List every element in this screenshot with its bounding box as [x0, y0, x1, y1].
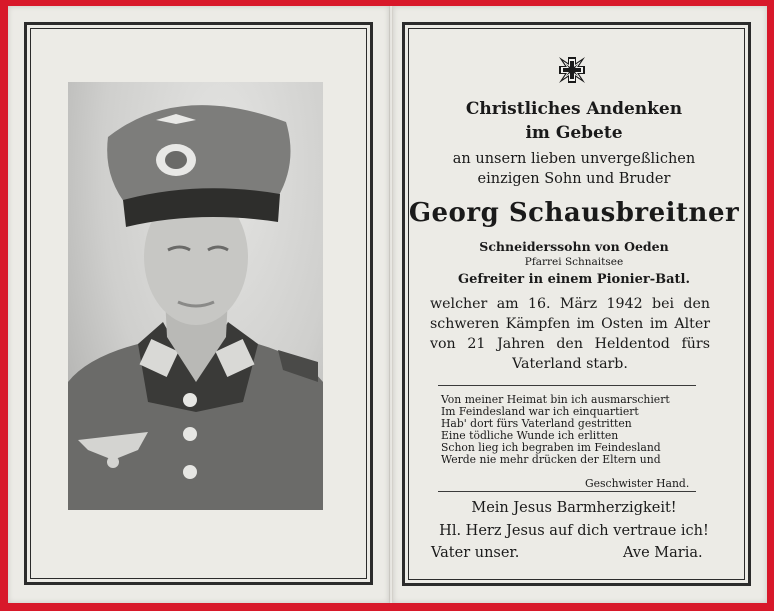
- paragraph-line: von 21 Jahren den Heldentod fürs: [430, 336, 710, 352]
- rank-line: Gefreiter in einem Pionier-Batl.: [458, 272, 690, 287]
- closing-ave-maria: Ave Maria.: [623, 545, 703, 561]
- closing-vater-unser: Vater unser.: [431, 545, 520, 561]
- prayer-line-2: Hl. Herz Jesus auf dich vertraue ich!: [439, 523, 709, 539]
- occupation-line: Schneiderssohn von Oeden: [479, 239, 669, 254]
- card-fold: [389, 6, 393, 603]
- poem-line: Hab' dort fürs Vaterland gestritten: [441, 417, 632, 430]
- soldier-photo: [68, 82, 323, 510]
- deceased-name: Georg Schausbreitner: [408, 198, 740, 228]
- iron-cross-icon: [555, 53, 589, 87]
- poem-line: Geschwister Hand.: [585, 477, 690, 490]
- poem-line: Im Feindesland war ich einquartiert: [441, 405, 639, 418]
- poem-line: Schon lieg ich begraben im Feindesland: [441, 441, 661, 454]
- poem-line: Eine tödliche Wunde ich erlitten: [441, 429, 619, 442]
- subheading-line-2: einzigen Sohn und Bruder: [477, 171, 671, 187]
- parish-line: Pfarrei Schnaitsee: [524, 256, 624, 268]
- paragraph-line: Vaterland starb.: [512, 356, 628, 372]
- soldier-portrait-illustration: [68, 82, 323, 510]
- paragraph-line: welcher am 16. März 1942 bei den: [430, 296, 710, 312]
- subheading-line-1: an unsern lieben unvergeßlichen: [452, 151, 696, 167]
- heading-line-2: im Gebete: [525, 123, 623, 143]
- divider: [438, 491, 696, 492]
- divider: [438, 385, 696, 386]
- poem-line: Werde nie mehr drücken der Eltern und: [441, 453, 661, 466]
- heading-line-1: Christliches Andenken: [465, 99, 683, 119]
- poem-line: Von meiner Heimat bin ich ausmarschiert: [441, 393, 670, 406]
- paragraph-line: schweren Kämpfen im Osten im Alter: [430, 316, 710, 332]
- prayer-line-1: Mein Jesus Barmherzigkeit!: [471, 500, 677, 516]
